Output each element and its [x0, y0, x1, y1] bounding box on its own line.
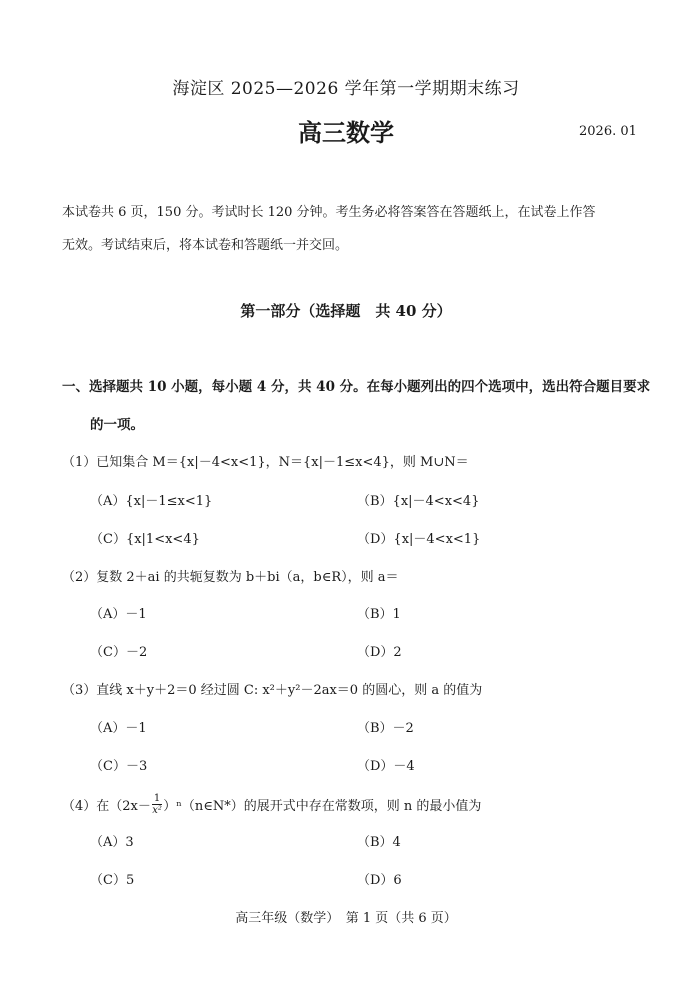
question-4-stem-suffix: ）ⁿ（n∈N*）的展开式中存在常数项，则 n 的最小值为: [163, 799, 482, 814]
question-4-option-d: （D）6: [357, 873, 402, 888]
question-1-option-b: （B）{x|－4<x<4}: [357, 494, 480, 509]
question-4-option-c: （C）5: [90, 873, 135, 888]
question-2-option-b: （B）1: [357, 607, 401, 622]
question-4-fraction: [152, 793, 162, 816]
question-2-option-a: （A）－1: [90, 607, 147, 622]
question-2-option-d: （D）2: [357, 645, 402, 660]
question-1-stem: （1）已知集合 M＝{x|－4<x<1}，N＝{x|－1≤x<4}，则 M∪N＝: [62, 455, 469, 470]
fraction-numerator: 1: [153, 793, 161, 804]
exam-title: 海淀区 2025—2026 学年第一学期期末练习: [172, 79, 520, 99]
section-title: 第一部分（选择题 共 40 分）: [240, 302, 452, 320]
question-4-stem: [62, 793, 481, 816]
question-2-stem: （2）复数 2＋ai 的共轭复数为 b＋bi（a，b∈R），则 a＝: [62, 570, 399, 585]
question-1-option-c: （C）{x|1<x<4}: [90, 532, 200, 547]
question-3-option-a: （A）－1: [90, 721, 147, 736]
question-2-option-c: （C）－2: [90, 645, 148, 660]
question-4-option-a: （A）3: [90, 835, 134, 850]
instructions-line-1: 一、选择题共 10 小题，每小题 4 分，共 40 分。在每小题列出的四个选项中，选出符合题目要求: [62, 379, 651, 395]
fraction-denominator: x²: [152, 805, 162, 816]
intro-line-1: 本试卷共 6 页，150 分。考试时长 120 分钟。考生务必将答案答在答题纸上，在试卷上作答: [62, 205, 596, 220]
question-1-option-d: （D）{x|－4<x<1}: [357, 532, 481, 547]
question-1-option-a: （A）{x|－1≤x<1}: [90, 494, 213, 509]
question-4-stem-prefix: （4）在（2x－: [62, 799, 151, 814]
question-4-option-b: （B）4: [357, 835, 401, 850]
question-3-option-b: （B）－2: [357, 721, 414, 736]
question-3-stem: （3）直线 x＋y＋2＝0 经过圆 C: x²＋y²－2ax＝0 的圆心，则 a 的值为: [62, 683, 483, 698]
question-3-option-c: （C）－3: [90, 759, 148, 774]
subject-title: 高三数学: [298, 118, 394, 147]
intro-line-2: 无效。考试结束后，将本试卷和答题纸一并交回。: [62, 238, 349, 253]
exam-date: 2026. 01: [579, 124, 637, 139]
question-3-option-d: （D）－4: [357, 759, 415, 774]
page-footer: 高三年级（数学） 第 1 页（共 6 页）: [235, 911, 457, 926]
instructions-line-2: 的一项。: [90, 417, 144, 433]
